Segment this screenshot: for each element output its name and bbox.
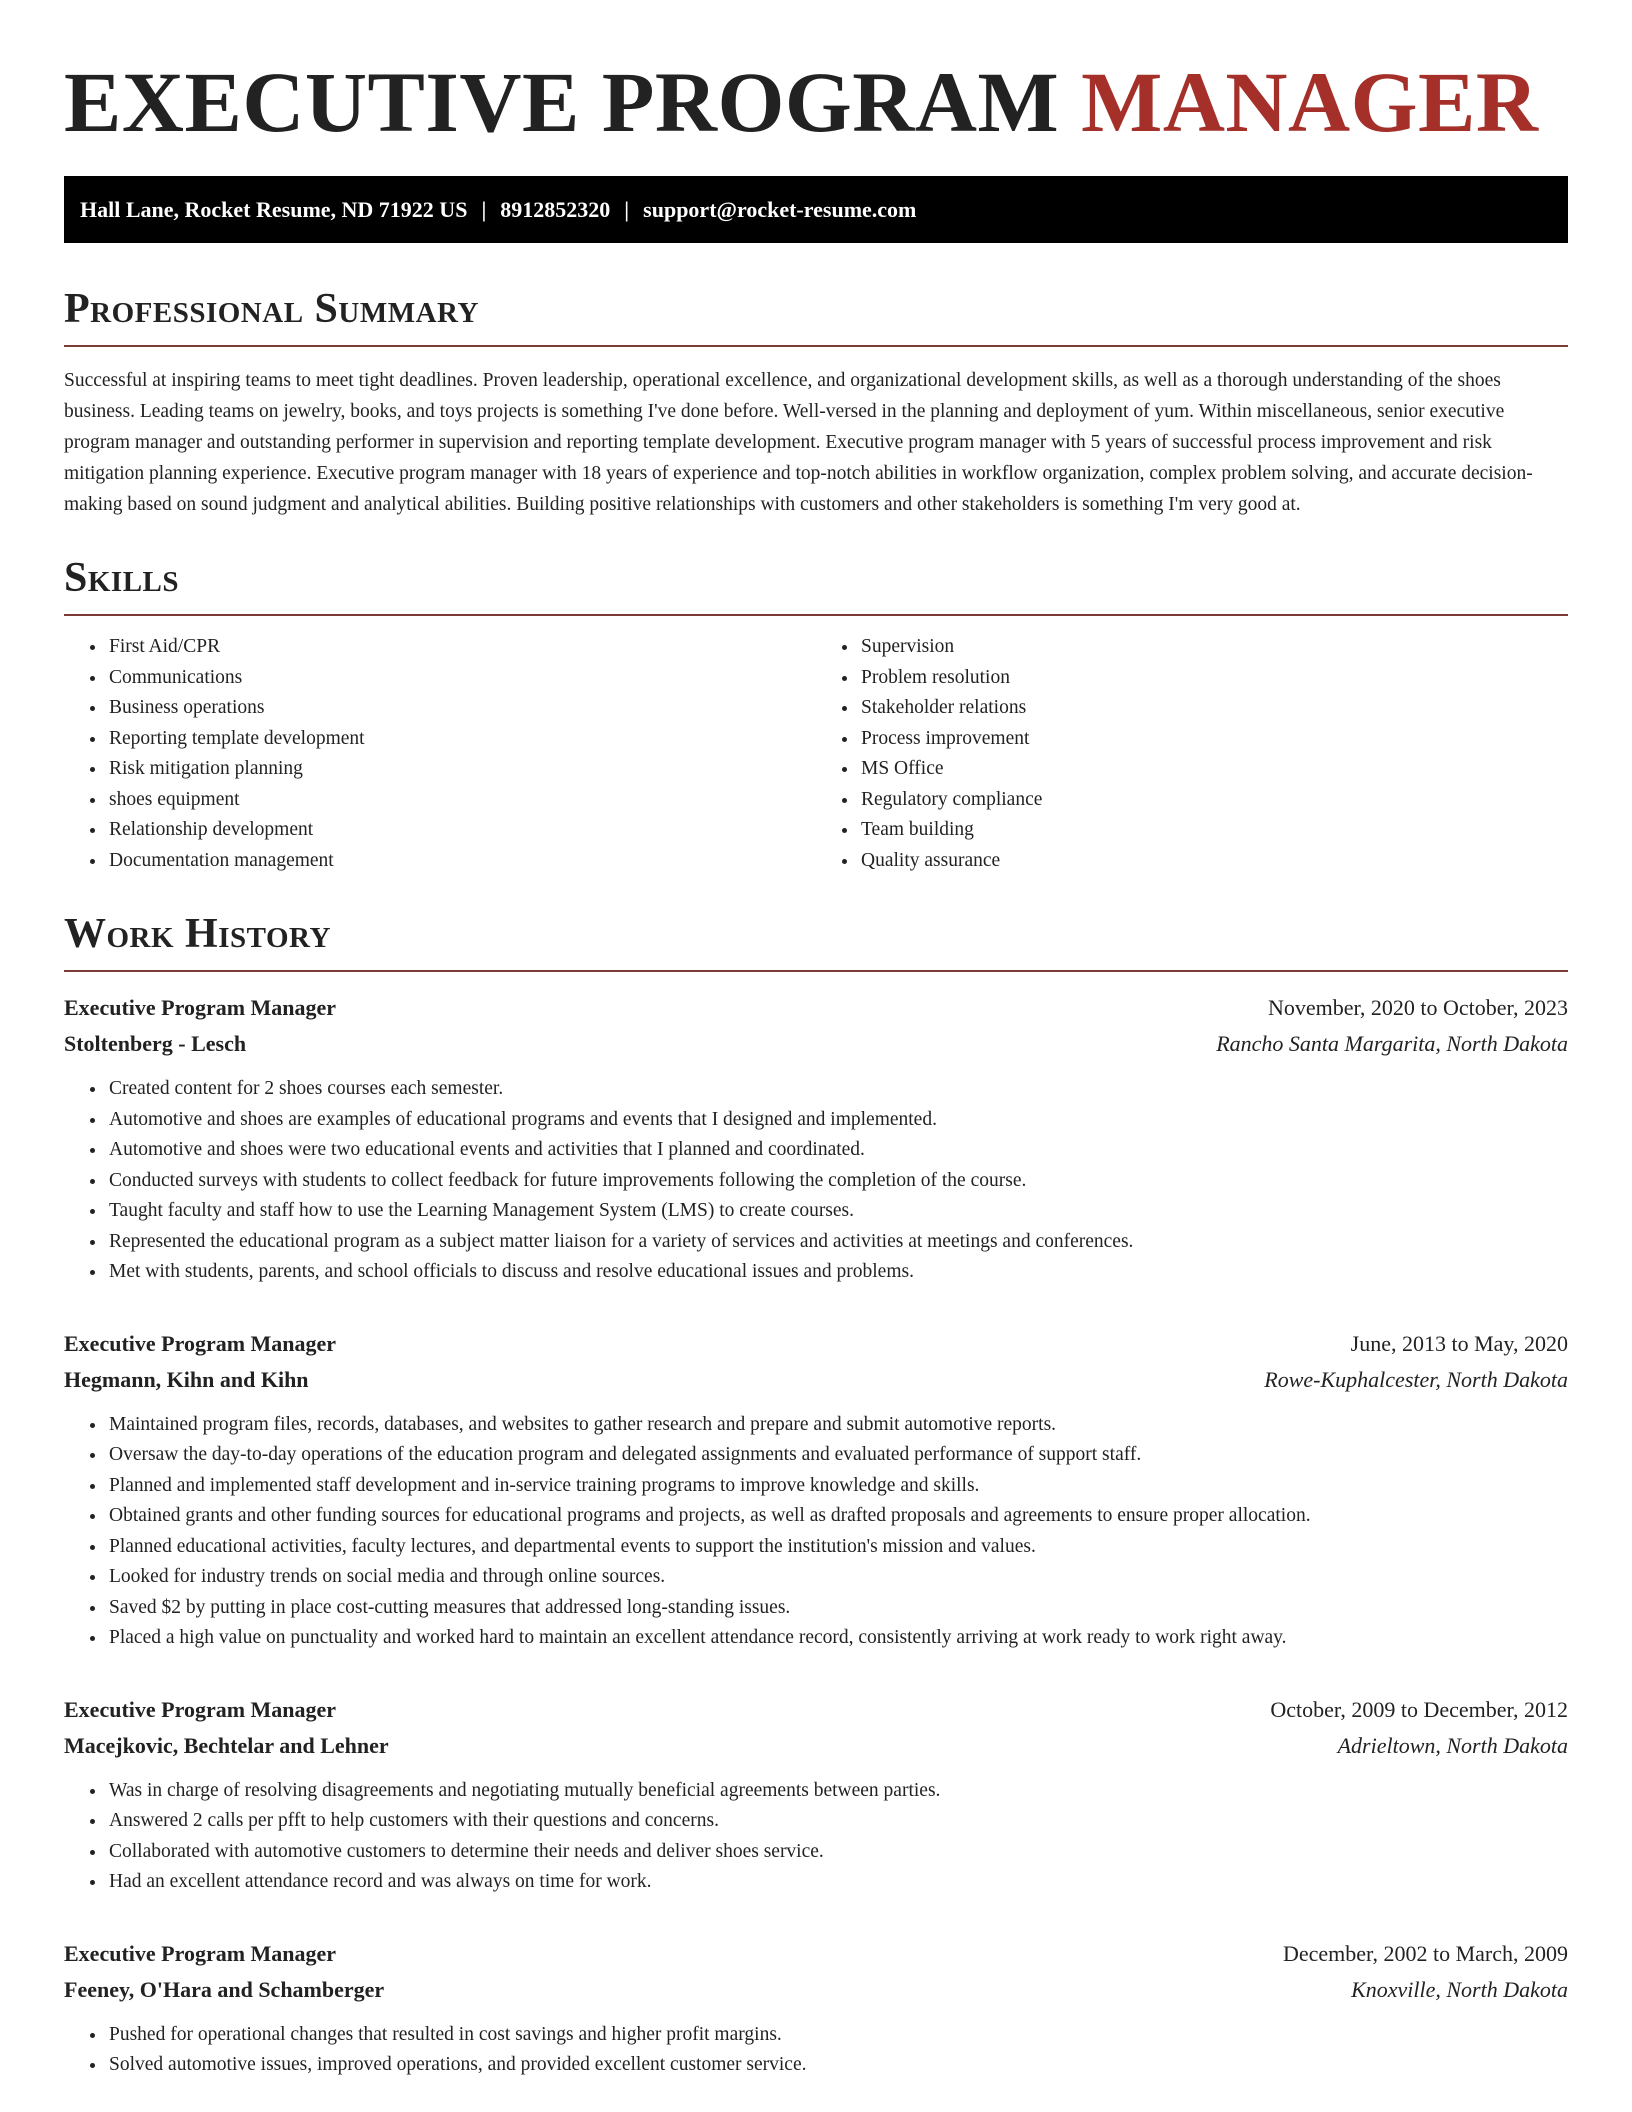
job-location: Knoxville, North Dakota: [1351, 1976, 1568, 2002]
job-duty-item: • Met with students, parents, and school officials to discuss and resolve educational issues and problems.: [107, 1257, 1568, 1288]
skills-grid: [64, 632, 1568, 876]
skill-item: • Reporting template development: [107, 724, 816, 755]
summary-text: Successful at inspiring teams to meet tight deadlines. Proven leadership, operational excellence, and organizational development skills, as well as a thorough understanding of the shoes business. Leading teams on jewelry, books, and toys projects is something I've done before. Well-versed in the planning and deployment of yum. Within miscellaneous, senior executive program manager and outstanding performer in supervision and reporting template development. Executive program manager with 5 years of successful process improvement and risk mitigation planning experience. Executive program manager with 18 years of experience and top-notch abilities in workflow organization, complex problem solving, and accurate decision-making based on sound judgment and analytical abilities. Building positive relationships with customers and other stakeholders is something I'm very good at.: [64, 370, 1533, 515]
job-title: Executive Program Manager: [64, 1940, 337, 1966]
job-company: Macejkovic, Bechtelar and Lehner: [64, 1732, 389, 1758]
job-entry: [64, 1692, 1568, 1898]
section-title-skills: Skills: [64, 555, 180, 601]
name-accent: MANAGER: [1081, 54, 1539, 150]
job-duty-item: • Saved $2 by putting in place cost-cutting measures that addressed long-standing issues.: [107, 1593, 1568, 1624]
skill-item: • Communications: [107, 663, 816, 694]
skills-list-left: [64, 632, 816, 876]
contact-email: support@rocket-resume.com: [643, 197, 917, 222]
job-header-row: [64, 1692, 1568, 1728]
skill-item: • shoes equipment: [107, 785, 816, 816]
job-duty-item: • Planned educational activities, faculty lectures, and departmental events to support the institution's mission and values.: [107, 1532, 1568, 1563]
job-company-row: [64, 1728, 1568, 1764]
job-location: Adrieltown, North Dakota: [1337, 1732, 1568, 1758]
section-divider: [64, 970, 1568, 972]
contact-bar: [64, 176, 1568, 243]
job-header-row: [64, 1936, 1568, 1972]
job-duty-item: • Created content for 2 shoes courses each semester.: [107, 1074, 1568, 1105]
skills-list-right: [816, 632, 1568, 876]
job-list: [64, 990, 1568, 2081]
job-company: Stoltenberg - Lesch: [64, 1031, 247, 1056]
job-duty-item: • Maintained program files, records, databases, and websites to gather research and prepare and submit automotive reports.: [107, 1410, 1568, 1441]
job-company-row: [64, 1362, 1568, 1398]
job-duty-item: • Had an excellent attendance record and was always on time for work.: [107, 1867, 1568, 1898]
job-location: Rowe-Kuphalcester, North Dakota: [1264, 1366, 1568, 1392]
contact-address: Hall Lane, Rocket Resume, ND 71922 US: [80, 197, 468, 222]
skill-item: • Process improvement: [859, 724, 1568, 755]
job-duties-list: [64, 2020, 1568, 2081]
skill-item: • Stakeholder relations: [859, 693, 1568, 724]
job-duty-item: • Was in charge of resolving disagreements and negotiating mutually beneficial agreements between parties.: [107, 1776, 1568, 1807]
skill-item: • First Aid/CPR: [107, 632, 816, 663]
job-duty-item: • Automotive and shoes were two educational events and activities that I planned and coordinated.: [107, 1135, 1568, 1166]
job-duty-item: • Taught faculty and staff how to use the Learning Management System (LMS) to create courses.: [107, 1196, 1568, 1227]
job-duty-item: • Answered 2 calls per pfft to help customers with their questions and concerns.: [107, 1806, 1568, 1837]
job-dates: October, 2009 to December, 2012: [1270, 1696, 1568, 1722]
job-duty-item: • Solved automotive issues, improved operations, and provided excellent customer service.: [107, 2050, 1568, 2081]
work-history-section: [64, 908, 1568, 2081]
skill-item: • Documentation management: [107, 846, 816, 877]
job-dates: November, 2020 to October, 2023: [1267, 995, 1568, 1020]
job-duty-item: • Represented the educational program as a subject matter liaison for a variety of services and activities at meetings and conferences.: [107, 1227, 1568, 1258]
skill-item: • Business operations: [107, 693, 816, 724]
section-divider: [64, 614, 1568, 616]
job-dates: December, 2002 to March, 2009: [1282, 1940, 1568, 1966]
resume-name: [64, 0, 1568, 152]
section-title-summary: Professional Summary: [64, 286, 479, 332]
job-duty-item: • Conducted surveys with students to collect feedback for future improvements following the completion of the course.: [107, 1166, 1568, 1197]
skill-item: • Supervision: [859, 632, 1568, 663]
job-company-row: [64, 1026, 1568, 1062]
section-title-work: Work History: [64, 911, 331, 957]
skill-item: • Risk mitigation planning: [107, 754, 816, 785]
job-location: Rancho Santa Margarita, North Dakota: [1216, 1031, 1568, 1056]
skills-section: [64, 552, 1568, 876]
job-duties-list: [64, 1074, 1568, 1288]
job-company: Feeney, O'Hara and Schamberger: [64, 1976, 385, 2002]
job-title: Executive Program Manager: [64, 995, 337, 1020]
contact-separator: |: [481, 197, 487, 222]
section-divider: [64, 345, 1568, 347]
job-duty-item: • Automotive and shoes are examples of educational programs and events that I designed and implemented.: [107, 1105, 1568, 1136]
job-duty-item: • Collaborated with automotive customers to determine their needs and deliver shoes service.: [107, 1837, 1568, 1868]
skill-item: • Regulatory compliance: [859, 785, 1568, 816]
job-company-row: [64, 1972, 1568, 2008]
job-dates: June, 2013 to May, 2020: [1350, 1330, 1568, 1356]
skill-item: • Quality assurance: [859, 846, 1568, 877]
job-duty-item: • Looked for industry trends on social media and through online sources.: [107, 1562, 1568, 1593]
job-title: Executive Program Manager: [64, 1696, 337, 1722]
job-company: Hegmann, Kihn and Kihn: [64, 1366, 309, 1392]
job-title: Executive Program Manager: [64, 1330, 337, 1356]
job-entry: [64, 1936, 1568, 2081]
job-entry: [64, 1326, 1568, 1654]
job-duties-list: [64, 1410, 1568, 1654]
contact-phone: 8912852320: [500, 197, 611, 222]
skill-item: • Relationship development: [107, 815, 816, 846]
skill-item: • Problem resolution: [859, 663, 1568, 694]
job-duty-item: • Pushed for operational changes that resulted in cost savings and higher profit margins.: [107, 2020, 1568, 2051]
contact-separator: |: [624, 197, 630, 222]
job-duty-item: • Planned and implemented staff development and in-service training programs to improve knowledge and skills.: [107, 1471, 1568, 1502]
skill-item: • Team building: [859, 815, 1568, 846]
job-header-row: [64, 990, 1568, 1026]
job-duties-list: [64, 1776, 1568, 1898]
job-header-row: [64, 1326, 1568, 1362]
name-main: EXECUTIVE PROGRAM: [64, 54, 1060, 150]
job-duty-item: • Placed a high value on punctuality and worked hard to maintain an excellent attendance record, consistently arriving at work ready to work right away.: [107, 1623, 1568, 1654]
job-duty-item: • Obtained grants and other funding sources for educational programs and projects, as well as drafted proposals and agreements to ensure proper allocation.: [107, 1501, 1568, 1532]
job-duty-item: • Oversaw the day-to-day operations of the education program and delegated assignments and evaluated performance of support staff.: [107, 1440, 1568, 1471]
professional-summary-section: [64, 283, 1568, 520]
job-entry: [64, 990, 1568, 1288]
skill-item: • MS Office: [859, 754, 1568, 785]
